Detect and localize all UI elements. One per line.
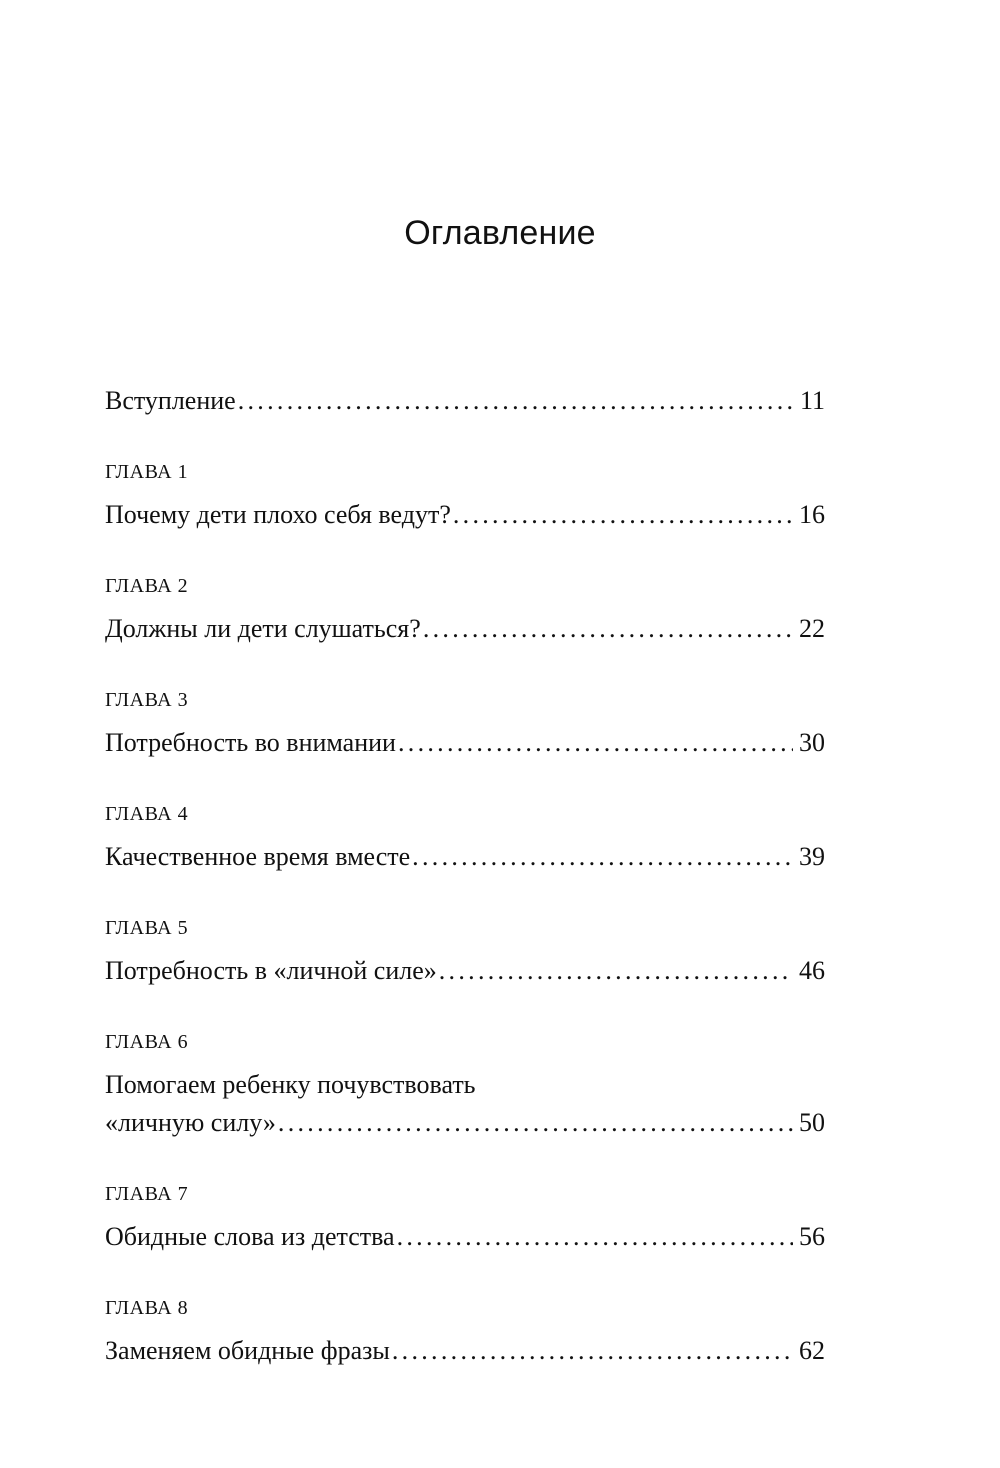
toc-entry-title: Потребность в «личной силе» (105, 956, 437, 985)
toc-entry-title-line-1: Помогаем ребенку почувствовать (105, 1070, 476, 1099)
toc-page-number: 11 (799, 386, 825, 415)
toc-page-number: 50 (799, 1108, 825, 1137)
dot-leader (439, 952, 793, 990)
chapter-label: ГЛАВА 8 (105, 1297, 189, 1319)
toc-page-number: 39 (799, 842, 825, 871)
chapter-label: ГЛАВА 4 (105, 803, 189, 825)
toc-entry-chapter-4[interactable] (105, 800, 825, 876)
toc-page-number: 56 (799, 1222, 825, 1251)
toc-entry-title-line-2: «личную силу» (105, 1108, 276, 1137)
toc-entry-chapter-5[interactable] (105, 914, 825, 990)
toc-entry-title: Почему дети плохо себя ведут? (105, 500, 451, 529)
chapter-label: ГЛАВА 2 (105, 575, 189, 597)
toc-entry-title: Заменяем обидные фразы (105, 1336, 390, 1365)
chapter-label: ГЛАВА 1 (105, 461, 189, 483)
toc-page-number: 16 (799, 500, 825, 529)
chapter-label: ГЛАВА 5 (105, 917, 189, 939)
toc-page-number: 62 (799, 1336, 825, 1365)
toc-entry-chapter-2[interactable] (105, 572, 825, 648)
toc-entry-title: Вступление (105, 386, 236, 415)
toc-entry-chapter-6[interactable] (105, 1028, 825, 1142)
dot-leader (238, 382, 794, 420)
dot-leader (392, 1332, 793, 1370)
dot-leader (453, 496, 793, 534)
toc-entry-chapter-8[interactable] (105, 1294, 825, 1370)
toc-entry-title: Обидные слова из детства (105, 1222, 395, 1251)
chapter-label: ГЛАВА 7 (105, 1183, 189, 1205)
dot-leader (397, 1218, 793, 1256)
dot-leader (423, 610, 793, 648)
toc-page-number: 30 (799, 728, 825, 757)
chapter-label: ГЛАВА 3 (105, 689, 189, 711)
toc-entry-chapter-1[interactable] (105, 458, 825, 534)
toc-page-number: 46 (799, 956, 825, 985)
toc-entry-title: Должны ли дети слушаться? (105, 614, 421, 643)
table-of-contents (105, 382, 825, 1370)
toc-entry-title: Качественное время вместе (105, 842, 411, 871)
chapter-label: ГЛАВА 6 (105, 1031, 189, 1053)
toc-entry-chapter-7[interactable] (105, 1180, 825, 1256)
page-title: Оглавление (404, 213, 596, 252)
toc-entry-title: Потребность во внимании (105, 728, 396, 757)
toc-page-number: 22 (799, 614, 825, 643)
toc-entry-chapter-3[interactable] (105, 686, 825, 762)
toc-entry-intro[interactable] (105, 382, 825, 420)
dot-leader (412, 838, 793, 876)
dot-leader (398, 724, 793, 762)
dot-leader (278, 1104, 793, 1142)
